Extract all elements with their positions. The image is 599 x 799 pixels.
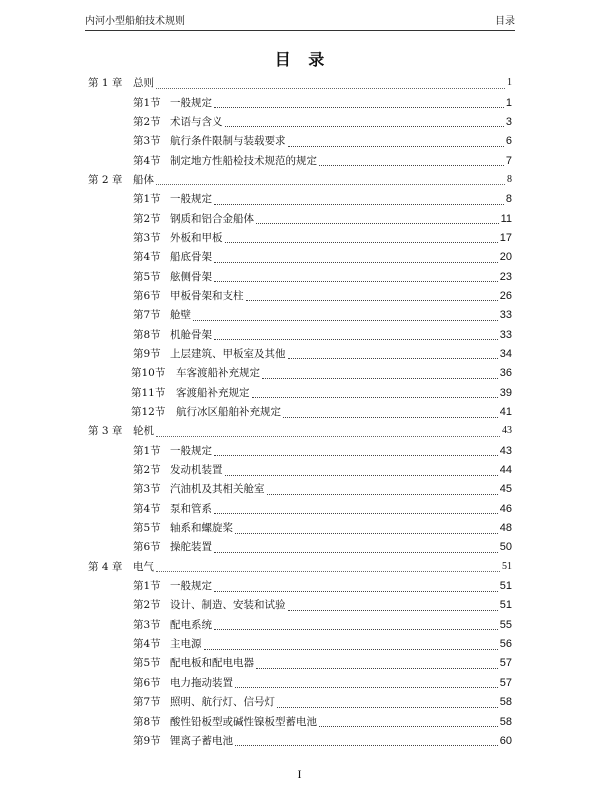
page-number: 39 — [499, 386, 512, 399]
chapter-number: 第 4 章 — [88, 560, 123, 573]
section-number: 第1节 — [133, 580, 161, 593]
dot-leader — [156, 561, 500, 572]
section-number: 第7节 — [133, 696, 161, 709]
toc-section-entry[interactable] — [85, 228, 515, 247]
section-number: 第11节 — [131, 386, 166, 399]
section-title: 客渡船补充规定 — [176, 386, 250, 399]
dot-leader — [246, 290, 498, 301]
section-title: 车客渡船补充规定 — [176, 367, 260, 380]
page-number: 23 — [499, 270, 512, 283]
toc-section-entry[interactable] — [85, 480, 515, 499]
section-title: 轴系和螺旋桨 — [170, 522, 233, 535]
section-number: 第7节 — [133, 309, 161, 322]
section-number: 第5节 — [133, 270, 161, 283]
section-number: 第6节 — [133, 289, 161, 302]
toc-section-entry[interactable] — [85, 634, 515, 653]
dot-leader — [277, 697, 498, 708]
dot-leader — [156, 426, 500, 437]
dot-leader — [256, 213, 499, 224]
section-number: 第6节 — [133, 541, 161, 554]
dot-leader — [235, 523, 498, 534]
toc-chapter-entry[interactable] — [85, 557, 515, 576]
section-number: 第2节 — [133, 464, 161, 477]
section-number: 第3节 — [133, 483, 161, 496]
toc-section-entry[interactable] — [85, 93, 515, 112]
section-number: 第2节 — [133, 212, 161, 225]
section-number: 第8节 — [133, 328, 161, 341]
section-title: 锂离子蓄电池 — [170, 734, 233, 747]
section-title: 操舵装置 — [170, 541, 212, 554]
dot-leader — [214, 581, 498, 592]
table-of-contents — [85, 74, 515, 751]
section-title: 主电源 — [170, 638, 202, 651]
section-number: 第3节 — [133, 231, 161, 244]
page-number: 57 — [499, 676, 512, 689]
page-number: 1 — [507, 77, 512, 89]
toc-section-entry[interactable] — [85, 344, 515, 363]
dot-leader — [214, 619, 498, 630]
page-number: 20 — [499, 251, 512, 264]
section-title: 船底骨架 — [170, 251, 212, 264]
section-number: 第1节 — [133, 444, 161, 457]
section-title: 航行冰区船舶补充规定 — [176, 406, 281, 419]
section-title: 设计、制造、安装和试验 — [170, 599, 286, 612]
dot-leader — [288, 348, 498, 359]
section-number: 第9节 — [133, 734, 161, 747]
toc-section-entry[interactable] — [85, 441, 515, 460]
toc-section-entry[interactable] — [85, 731, 515, 750]
page-number: 43 — [499, 444, 512, 457]
toc-section-entry[interactable] — [85, 518, 515, 537]
dot-leader — [214, 252, 498, 263]
section-title: 一般规定 — [170, 96, 212, 109]
toc-section-entry[interactable] — [85, 112, 515, 131]
dot-leader — [235, 677, 498, 688]
toc-section-entry[interactable] — [85, 615, 515, 634]
section-title: 配电系统 — [170, 618, 212, 631]
page-number: 51 — [499, 599, 512, 612]
section-number: 第12节 — [131, 406, 166, 419]
dot-leader — [225, 465, 498, 476]
page-number: 43 — [502, 425, 512, 437]
dot-leader — [267, 484, 498, 495]
section-title: 上层建筑、甲板室及其他 — [170, 347, 286, 360]
footer-page-number: I — [297, 767, 302, 781]
section-title: 电力拖动装置 — [170, 676, 233, 689]
toc-section-entry[interactable] — [85, 190, 515, 209]
dot-leader — [319, 716, 498, 727]
dot-leader — [225, 116, 504, 127]
toc-section-entry[interactable] — [85, 151, 515, 170]
page-number: 3 — [505, 115, 512, 128]
section-number: 第4节 — [133, 251, 161, 264]
dot-leader — [319, 155, 504, 166]
dot-leader — [235, 735, 498, 746]
page-number: 41 — [499, 406, 512, 419]
dot-leader — [204, 639, 498, 650]
page-number: 58 — [499, 715, 512, 728]
toc-section-entry[interactable] — [85, 248, 515, 267]
section-title: 钢质和铝合金船体 — [170, 212, 254, 225]
section-number: 第10节 — [131, 367, 166, 380]
dot-leader — [156, 174, 505, 185]
page-number: 6 — [505, 135, 512, 148]
page-number: 55 — [499, 618, 512, 631]
page-number: 51 — [502, 560, 512, 572]
toc-section-entry[interactable] — [85, 693, 515, 712]
toc-section-entry[interactable] — [85, 596, 515, 615]
section-number: 第9节 — [133, 347, 161, 360]
page-number: 46 — [499, 502, 512, 515]
page-number: 17 — [499, 231, 512, 244]
header-section-name: 目录 — [495, 16, 515, 27]
page-number: 11 — [500, 212, 512, 225]
dot-leader — [214, 329, 498, 340]
section-title: 术语与含义 — [170, 115, 223, 128]
section-number: 第2节 — [133, 115, 161, 128]
dot-leader — [214, 503, 498, 514]
page-number: 51 — [499, 580, 512, 593]
dot-leader — [193, 310, 498, 321]
section-title: 酸性铅板型或碱性镍板型蓄电池 — [170, 715, 317, 728]
page-number: 8 — [507, 173, 512, 185]
toc-section-entry[interactable] — [85, 383, 515, 402]
page-number: 36 — [499, 367, 512, 380]
chapter-number: 第 3 章 — [88, 425, 123, 438]
section-title: 机舱骨架 — [170, 328, 212, 341]
section-title: 一般规定 — [170, 580, 212, 593]
dot-leader — [214, 97, 504, 108]
section-title: 甲板骨架和支柱 — [170, 289, 244, 302]
toc-section-entry[interactable] — [85, 286, 515, 305]
chapter-title: 电气 — [133, 560, 154, 573]
dot-leader — [288, 136, 504, 147]
page-number: 45 — [499, 483, 512, 496]
page-number: 44 — [499, 464, 512, 477]
page-number: 34 — [499, 347, 512, 360]
dot-leader — [214, 271, 498, 282]
toc-chapter-entry[interactable] — [85, 74, 515, 93]
section-title: 外板和甲板 — [170, 231, 223, 244]
chapter-title: 轮机 — [133, 425, 154, 438]
page-number: 8 — [505, 193, 512, 206]
section-number: 第1节 — [133, 96, 161, 109]
running-header — [85, 13, 515, 31]
page-number: 57 — [499, 657, 512, 670]
section-title: 一般规定 — [170, 444, 212, 457]
dot-leader — [214, 542, 498, 553]
section-number: 第6节 — [133, 676, 161, 689]
toc-section-entry[interactable] — [85, 209, 515, 228]
section-title: 泵和管系 — [170, 502, 212, 515]
section-number: 第4节 — [133, 638, 161, 651]
toc-section-entry[interactable] — [85, 712, 515, 731]
toc-section-entry[interactable] — [85, 306, 515, 325]
document-title: 内河小型船舶技术规则 — [85, 16, 185, 27]
page-number: 56 — [499, 638, 512, 651]
section-title: 汽油机及其相关舱室 — [170, 483, 265, 496]
page-number: 58 — [499, 696, 512, 709]
dot-leader — [262, 368, 498, 379]
page-number: 33 — [499, 309, 512, 322]
toc-section-entry[interactable] — [85, 538, 515, 557]
section-title: 配电板和配电电器 — [170, 657, 254, 670]
toc-section-entry[interactable] — [85, 654, 515, 673]
section-title: 制定地方性船检技术规范的规定 — [170, 154, 317, 167]
section-title: 发动机装置 — [170, 464, 223, 477]
dot-leader — [225, 232, 498, 243]
toc-chapter-entry[interactable] — [85, 170, 515, 189]
chapter-title: 总则 — [133, 77, 154, 90]
page-number: 50 — [499, 541, 512, 554]
page-number: 33 — [499, 328, 512, 341]
dot-leader — [214, 445, 498, 456]
section-title: 舷侧骨架 — [170, 270, 212, 283]
section-number: 第1节 — [133, 193, 161, 206]
toc-section-entry[interactable] — [85, 673, 515, 692]
page-number: 1 — [505, 96, 512, 109]
section-number: 第5节 — [133, 657, 161, 670]
section-number: 第2节 — [133, 599, 161, 612]
section-title: 舱壁 — [170, 309, 191, 322]
page-number: 7 — [505, 154, 512, 167]
section-number: 第3节 — [133, 135, 161, 148]
toc-section-entry[interactable] — [85, 325, 515, 344]
section-number: 第3节 — [133, 618, 161, 631]
section-title: 航行条件限制与装载要求 — [170, 135, 286, 148]
toc-section-entry[interactable] — [85, 132, 515, 151]
page-number: 26 — [499, 289, 512, 302]
toc-section-entry[interactable] — [85, 460, 515, 479]
section-number: 第4节 — [133, 502, 161, 515]
page-number: 48 — [499, 522, 512, 535]
section-number: 第4节 — [133, 154, 161, 167]
page-number: 60 — [499, 734, 512, 747]
toc-chapter-entry[interactable] — [85, 422, 515, 441]
toc-heading: 目 录 — [274, 50, 331, 69]
section-number: 第5节 — [133, 522, 161, 535]
toc-section-entry[interactable] — [85, 402, 515, 421]
toc-section-entry[interactable] — [85, 576, 515, 595]
section-title: 照明、航行灯、信号灯 — [170, 696, 275, 709]
dot-leader — [156, 78, 505, 89]
toc-section-entry[interactable] — [85, 499, 515, 518]
toc-section-entry[interactable] — [85, 267, 515, 286]
chapter-number: 第 2 章 — [88, 173, 123, 186]
chapter-number: 第 1 章 — [88, 77, 123, 90]
dot-leader — [283, 407, 498, 418]
dot-leader — [214, 194, 504, 205]
section-number: 第8节 — [133, 715, 161, 728]
toc-section-entry[interactable] — [85, 364, 515, 383]
section-title: 一般规定 — [170, 193, 212, 206]
dot-leader — [256, 658, 498, 669]
dot-leader — [252, 387, 498, 398]
chapter-title: 船体 — [133, 173, 154, 186]
dot-leader — [288, 600, 498, 611]
